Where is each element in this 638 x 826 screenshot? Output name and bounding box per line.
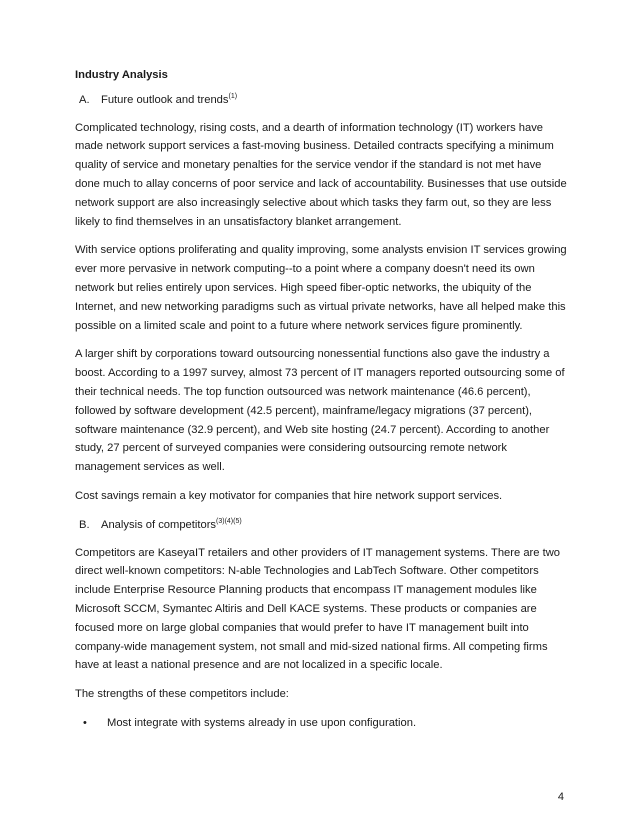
page-number: 4 (557, 791, 564, 803)
list-item-text: Most integrate with systems already in use upon configuration. (107, 716, 417, 729)
page-content (75, 66, 567, 733)
paragraph-competitors: Competitors are KaseyaIT retailers and other providers of IT management systems. There are two direct well-known competitors: N-able Technologies and LabTech Software. Other competitors include Enterprise Resource Planning products that encompass IT management modules like Microsoft SCCM, Symantec Altiris and Dell KACE systems. These products or companies are focused more on large global companies that would prefer to have IT management built into company-wide management system, not small and mid-sized national firms. All competing firms have at least a national presence and are not localized in a specific locale. (75, 546, 561, 672)
subheading-future-outlook (75, 91, 567, 110)
paragraph-service-options: With service options proliferating and quality improving, some analysts envision IT services growing ever more pervasive in network computing--to a point where a company doesn't need its own network but relies entirely upon services. High speed fiber-optic networks, the ubiquity of the Internet, and new networking paradigms such as virtual private networks, have all helped make this possible on a limited scale and point to a future where network services figure prominently. (75, 244, 567, 332)
reference-superscript: (1) (228, 92, 238, 100)
bullet-icon: • (83, 716, 87, 729)
paragraph-complicated-technology: Complicated technology, rising costs, and a dearth of information technology (IT) workers have made network support services a fast-moving business. Detailed contracts specifying a minimum quality of service and monetary penalties for the service vendor if the standard is not met have done much to allay concerns of poor service and lack of accountability. Businesses that use outside network support are also increasingly selective about which tasks they farm out, so they are less likely to find themselves in an unsatisfactory blanket arrangement. (75, 121, 567, 228)
subheading-title: Future outlook and trends (101, 93, 229, 106)
paragraph-strengths-intro: The strengths of these competitors include: (75, 688, 289, 701)
subheading-letter: B. (79, 518, 90, 531)
list-item (83, 714, 567, 733)
paragraph-outsourcing-shift: A larger shift by corporations toward outsourcing nonessential functions also gave the industry a boost. According to a 1997 survey, almost 73 percent of IT managers reported outsourcing some of their technical needs. The top function outsourced was network maintenance (46.6 percent), followed by software development (42.5 percent), mainframe/legacy migrations (37 percent), software maintenance (32.9 percent), and Web site hosting (24.7 percent). According to another study, 27 percent of surveyed companies were considering outsourcing remote network management services as well. (75, 348, 565, 474)
reference-superscript: (3)(4)(5) (216, 517, 242, 525)
subheading-letter: A. (79, 93, 90, 106)
section-heading: Industry Analysis (75, 69, 168, 81)
subheading-competitors (75, 516, 567, 535)
strengths-list (75, 714, 567, 733)
paragraph-cost-savings: Cost savings remain a key motivator for companies that hire network support services. (75, 489, 503, 502)
subheading-title: Analysis of competitors (101, 518, 217, 531)
